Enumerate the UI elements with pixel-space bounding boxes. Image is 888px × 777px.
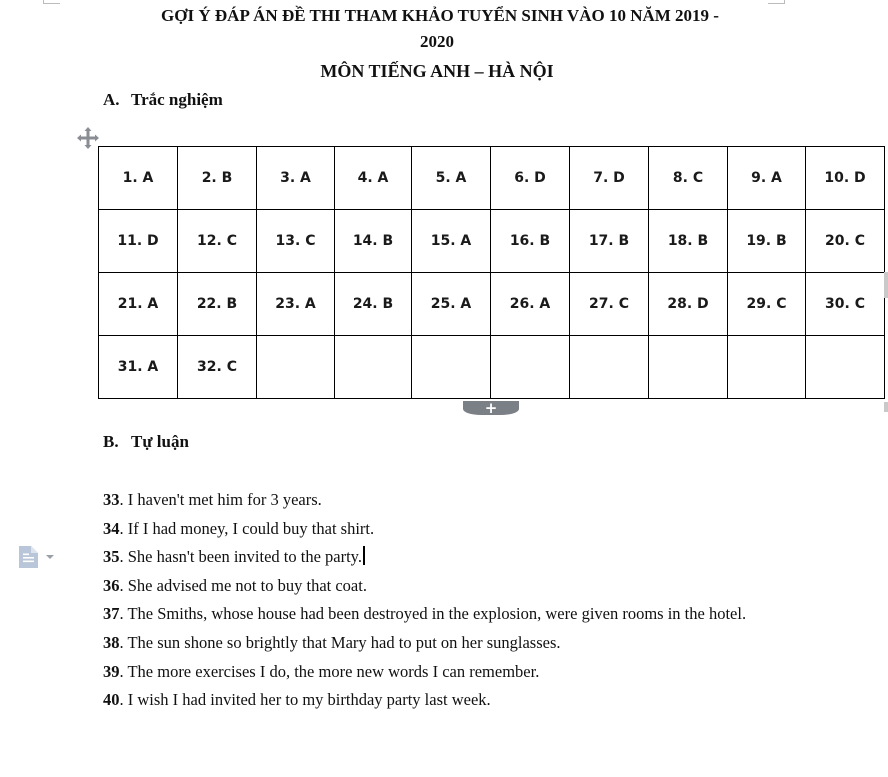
paste-document-icon [19,546,38,568]
answer-line-36 [103,572,783,601]
table-cell[interactable]: 10. D [806,147,885,210]
table-cell[interactable]: 28. D [649,273,728,336]
answer-line-33 [103,486,783,515]
table-cell[interactable]: 15. A [412,210,491,273]
chevron-down-icon [46,555,54,559]
table-cell[interactable]: 3. A [257,147,335,210]
table-cell[interactable] [649,336,728,399]
document-subtitle: MÔN TIẾNG ANH – HÀ NỘI [320,61,554,81]
answer-number: 40 [103,690,120,710]
table-cell[interactable]: 22. B [178,273,257,336]
paste-options-button[interactable] [19,546,54,568]
table-cell[interactable]: 27. C [570,273,649,336]
table-cell[interactable]: 1. A [99,147,178,210]
table-row [99,336,885,399]
table-cell[interactable]: 17. B [570,210,649,273]
table-cell[interactable]: 30. C [806,273,885,336]
answer-text: . She advised me not to buy that coat. [119,575,367,595]
section-a-letter: A. [103,90,120,109]
table-cell[interactable]: 2. B [178,147,257,210]
table-cell[interactable]: 4. A [335,147,412,210]
table-cell[interactable] [412,336,491,399]
answer-text: . The more exercises I do, the more new words I can remember. [119,661,540,681]
table-cell[interactable]: 18. B [649,210,728,273]
table-cell[interactable]: 11. D [99,210,178,273]
table-cell[interactable] [806,336,885,399]
table-row [99,210,885,273]
table-cell[interactable]: 20. C [806,210,885,273]
answer-number: 36 [103,575,120,595]
answer-number: 37 [103,604,120,624]
answer-line-39 [103,658,783,687]
section-b-label: Tự luận [131,432,189,451]
table-cell[interactable]: 32. C [178,336,257,399]
document-title-line-2: 2020 [420,32,454,51]
section-a-heading [103,90,223,110]
answer-line-35 [103,543,783,572]
table-cell[interactable] [335,336,412,399]
answer-text: . I wish I had invited her to my birthday party last week. [119,690,491,710]
table-cell[interactable]: 25. A [412,273,491,336]
answer-text: . She hasn't been invited to the party. [119,547,362,567]
answer-text: . The Smiths, whose house had been destroyed in the explosion, were given rooms in the hotel. [119,604,747,624]
table-resize-marker[interactable] [884,402,888,412]
answer-line-37 [103,600,763,629]
table-cell[interactable] [728,336,806,399]
table-row [99,273,885,336]
answer-text: . If I had money, I could buy that shirt. [119,518,375,538]
add-table-row-button[interactable] [463,401,519,415]
table-cell[interactable]: 12. C [178,210,257,273]
answer-line-38 [103,629,783,658]
table-cell[interactable]: 16. B [491,210,570,273]
table-cell[interactable]: 6. D [491,147,570,210]
answer-text: . I haven't met him for 3 years. [119,490,322,509]
table-cell[interactable]: 9. A [728,147,806,210]
section-b-heading [103,432,189,452]
answer-text: . The sun shone so brightly that Mary had to put on her sunglasses. [119,632,561,652]
answer-number: 38 [103,632,120,652]
table-cell[interactable]: 8. C [649,147,728,210]
table-cell[interactable]: 31. A [99,336,178,399]
table-cell[interactable]: 21. A [99,273,178,336]
table-cell[interactable]: 29. C [728,273,806,336]
table-row [99,147,885,210]
table-move-handle-icon[interactable] [76,126,100,150]
text-cursor [363,546,365,565]
table-cell[interactable]: 24. B [335,273,412,336]
page-corner-mark-right [768,0,785,4]
table-cell[interactable] [570,336,649,399]
answer-number: 33 [103,490,120,509]
answer-number: 35 [103,547,120,567]
page-corner-mark-left [43,0,60,4]
table-resize-marker[interactable] [884,272,888,298]
table-cell[interactable]: 7. D [570,147,649,210]
answer-number: 34 [103,518,120,538]
written-answers-list [103,486,783,715]
answer-line-40 [103,686,783,715]
answer-number: 39 [103,661,120,681]
section-b-letter: B. [103,432,119,451]
table-cell[interactable] [491,336,570,399]
table-cell[interactable]: 23. A [257,273,335,336]
table-cell[interactable]: 26. A [491,273,570,336]
plus-icon: + [484,399,498,417]
table-cell[interactable] [257,336,335,399]
section-a-label: Trắc nghiệm [131,90,223,109]
table-cell[interactable]: 13. C [257,210,335,273]
table-cell[interactable]: 5. A [412,147,491,210]
document-title-line-1: GỢI Ý ĐÁP ÁN ĐỀ THI THAM KHẢO TUYỂN SINH VÀO 10 NĂM 2019 - [161,6,719,25]
table-cell[interactable]: 14. B [335,210,412,273]
answer-key-table [98,146,885,399]
answer-line-34 [103,515,783,544]
table-cell[interactable]: 19. B [728,210,806,273]
